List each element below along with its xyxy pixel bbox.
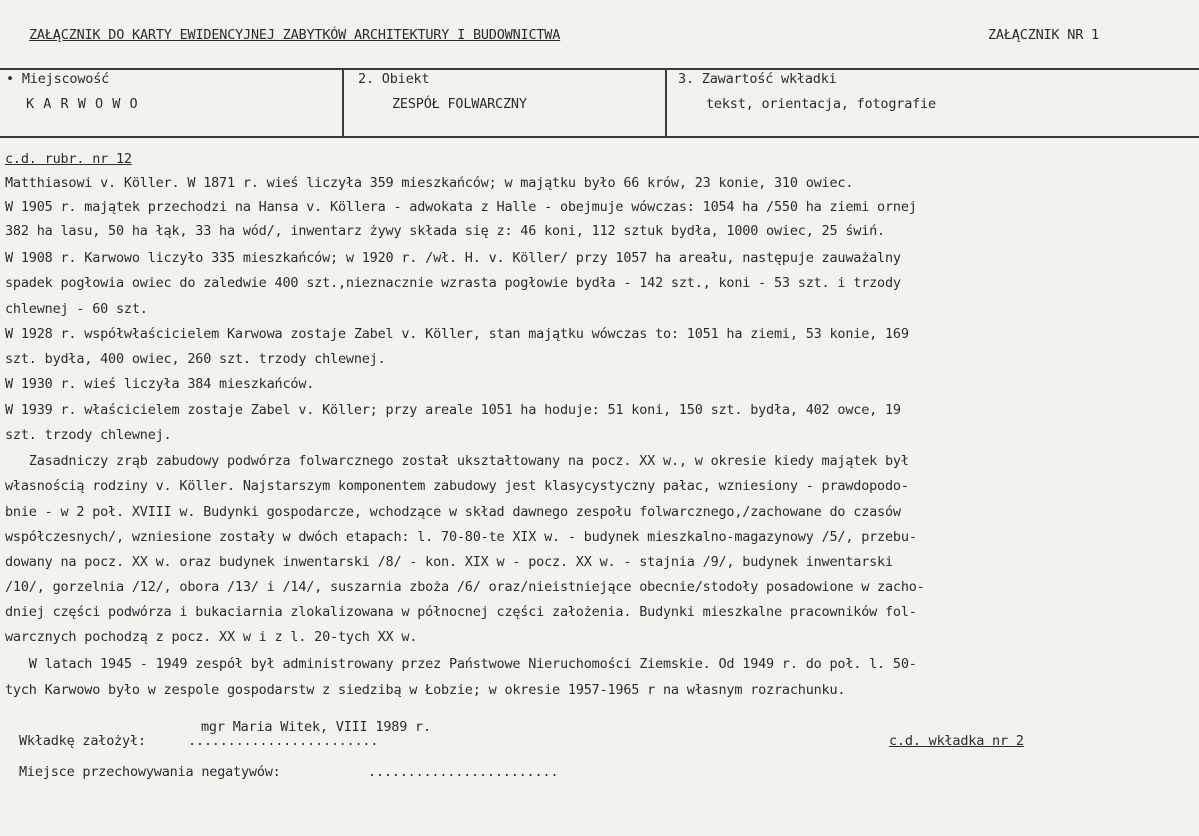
rule-fields [0, 136, 1199, 138]
locality-label: • Miejscowość [6, 71, 110, 87]
body-line: W latach 1945 - 1949 zespół był administrowany przez Państwowe Nieruchomości Ziemskie. Od 1949 r. do poł. l. 50- [5, 656, 917, 672]
body-line: W 1928 r. współwłaścicielem Karwowa zostaje Zabel v. Köller, stan majątku wówczas to: 1051 ha ziemi, 53 konie, 169 [5, 326, 909, 342]
body-line: szt. bydła, 400 owiec, 260 szt. trzody chlewnej. [5, 351, 386, 367]
body-line: Matthiasowi v. Köller. W 1871 r. wieś liczyła 359 mieszkańców; w majątku było 66 krów, 23 konie, 310 owiec. [5, 175, 854, 191]
body-line: warcznych pochodzą z pocz. XX w i z l. 20-tych XX w. [5, 629, 418, 645]
body-line: Zasadniczy zrąb zabudowy podwórza folwarcznego został ukształtowany na pocz. XX w., w okresie kiedy majątek był [5, 453, 909, 469]
locality-value: K A R W O W O [26, 96, 139, 112]
contents-label: 3. Zawartość wkładki [678, 71, 837, 87]
body-line: dniej części podwórza i bukaciarnia zlokalizowana w północnej części założenia. Budynki mieszkalne pracowników fol- [5, 604, 917, 620]
body-line: własnością rodziny v. Köller. Najstarszym komponentem zabudowy jest klasycystyczny pałac, wzniesiony - prawdopodo- [5, 478, 909, 494]
section-heading: c.d. rubr. nr 12 [5, 151, 132, 167]
body-line: szt. trzody chlewnej. [5, 427, 172, 443]
author-value: mgr Maria Witek, VIII 1989 r. [201, 719, 431, 735]
body-line: spadek pogłowia owiec do zaledwie 400 szt.,nieznacznie wzrasta pogłowie bydła - 142 szt., koni - 53 szt. i trzody [5, 275, 901, 291]
body-line: W 1905 r. majątek przechodzi na Hansa v. Köllera - adwokata z Halle - obejmuje wówczas: 1054 ha /550 ha ziemi ornej [5, 199, 917, 215]
continuation-note: c.d. wkładka nr 2 [889, 733, 1024, 749]
card-title: ZAŁĄCZNIK DO KARTY EWIDENCYJNEJ ZABYTKÓW ARCHITEKTURY I BUDOWNICTWA [29, 27, 561, 43]
divider-1 [342, 69, 344, 137]
body-line: W 1939 r. właścicielem zostaje Zabel v. Köller; przy areale 1051 ha hoduje: 51 koni, 150 szt. bydła, 402 owce, 19 [5, 402, 901, 418]
body-line: dowany na pocz. XX w. oraz budynek inwentarski /8/ - kon. XIX w - pocz. XX w. - stajnia /9/, budynek inwentarski [5, 554, 893, 570]
author-label: Wkładkę założył: [19, 733, 146, 749]
body-line: bnie - w 2 poł. XVIII w. Budynki gospodarcze, wchodzące w skład dawnego zespołu folwarcznego,/zachowane do czasów [5, 504, 901, 520]
body-line: W 1930 r. wieś liczyła 384 mieszkańców. [5, 376, 315, 392]
contents-value: tekst, orientacja, fotografie [706, 96, 936, 112]
body-line: /10/, gorzelnia /12/, obora /13/ i /14/, suszarnia zboża /6/ oraz/nieistniejące obecnie/stodoły posadowione w zacho- [5, 579, 925, 595]
object-value: ZESPÓŁ FOLWARCZNY [392, 96, 527, 112]
divider-2 [665, 69, 667, 137]
object-label: 2. Obiekt [358, 71, 430, 87]
body-line: W 1908 r. Karwowo liczyło 335 mieszkańców; w 1920 r. /wł. H. v. Köller/ przy 1057 ha areału, następuje zauważalny [5, 250, 901, 266]
negatives-dots: ........................ [368, 764, 559, 780]
author-dots: ........................ [188, 733, 379, 749]
body-line: współczesnych/, wzniesione zostały w dwóch etapach: l. 70-80-te XIX w. - budynek mieszkalno-magazynowy /5/, przebu- [5, 529, 917, 545]
rule-top [0, 68, 1199, 70]
negatives-label: Miejsce przechowywania negatywów: [19, 764, 281, 780]
attachment-number: ZAŁĄCZNIK NR 1 [988, 27, 1099, 43]
body-line: tych Karwowo było w zespole gospodarstw z siedzibą w Łobzie; w okresie 1957-1965 r na własnym rozrachunku. [5, 682, 846, 698]
body-line: chlewnej - 60 szt. [5, 301, 148, 317]
body-line: 382 ha lasu, 50 ha łąk, 33 ha wód/, inwentarz żywy składa się z: 46 koni, 112 sztuk bydła, 1000 owiec, 25 świń. [5, 223, 885, 239]
